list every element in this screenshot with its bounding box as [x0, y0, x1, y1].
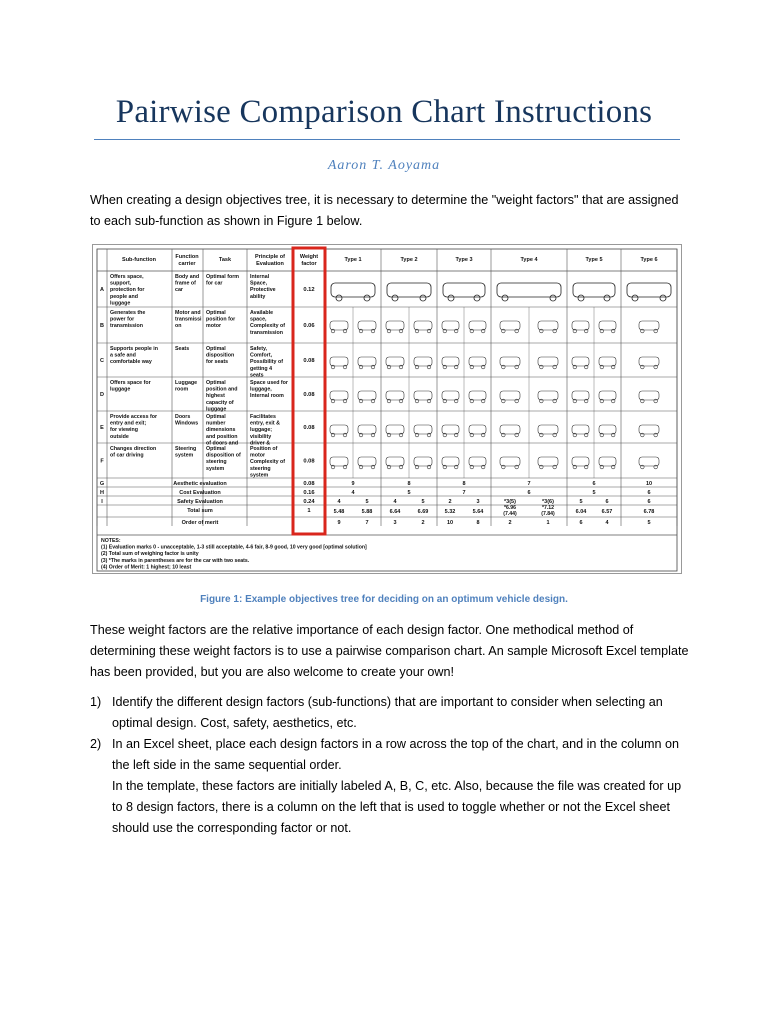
list-item [90, 692, 690, 734]
task-cell: Optimal [206, 446, 226, 452]
evaluation-value: 8 [462, 481, 466, 487]
vehicle-sketch [538, 391, 558, 400]
evaluation-label: Safety Evaluation [177, 499, 223, 505]
principle-cell: Comfort, [250, 352, 273, 359]
order-of-merit-value: 5 [647, 520, 651, 526]
vehicle-sketch [599, 425, 616, 434]
weight-cell: 0.08 [303, 481, 315, 487]
principle-cell: entry, exit & [250, 420, 280, 427]
step-text: In an Excel sheet, place each design factors in a row across the top of the chart, and in the column on the left side in the same sequential order. [112, 737, 680, 772]
principle-cell: steering [250, 465, 271, 472]
column-header: Principle of [255, 254, 285, 260]
order-of-merit-value: 1 [546, 520, 550, 526]
vehicle-sketch [414, 425, 432, 434]
vehicle-sketch [573, 283, 615, 297]
weight-cell: 0.06 [303, 323, 315, 329]
vehicle-sketch [358, 457, 376, 466]
sub-function-cell: a safe and [110, 352, 136, 359]
wheel-sketch [448, 295, 454, 301]
vehicle-sketch [497, 283, 561, 297]
principle-cell: getting 4 [250, 365, 273, 372]
vehicle-sketch [414, 457, 432, 466]
vehicle-sketch [442, 321, 459, 330]
function-carrier-cell: Doors [175, 414, 191, 420]
wheel-sketch [502, 295, 508, 301]
weight-factor-paragraph: These weight factors are the relative importance of each design factor. One methodical method of determining these weight factors is to use a pairwise comparison chart. An sample Microsoft Excel template has been provided, but you are also welcome to create your own! [90, 623, 689, 679]
sub-function-cell: for viewing [110, 427, 138, 434]
wheel-sketch [392, 295, 398, 301]
column-header: Task [218, 257, 232, 263]
sub-function-cell: entry and exit; [110, 420, 147, 427]
vehicle-sketch [469, 457, 486, 466]
row-id: I [101, 499, 103, 505]
function-carrier-cell: Windows [175, 420, 199, 427]
total-sum-value: 6.04 [575, 509, 587, 515]
total-sum-value: (7.84) [541, 511, 555, 517]
vehicle-sketch [500, 321, 520, 330]
evaluation-value: 7 [527, 481, 531, 487]
vehicle-sketch [639, 321, 659, 330]
task-cell: dimensions [206, 427, 236, 434]
task-cell: and position [206, 433, 238, 440]
vehicle-sketch [469, 425, 486, 434]
vehicle-sketch [414, 357, 432, 366]
evaluation-value: 10 [645, 481, 653, 487]
column-header: carrier [178, 261, 196, 267]
vehicle-sketch [386, 357, 404, 366]
order-of-merit-value: 2 [421, 520, 425, 526]
wheel-sketch [420, 295, 426, 301]
row-id: E [100, 425, 104, 431]
total-sum-value: 5.64 [472, 509, 484, 515]
function-carrier-cell: car [175, 287, 183, 294]
principle-cell: luggage, [250, 386, 272, 393]
task-cell: position for [206, 316, 236, 323]
vehicle-sketch [386, 321, 404, 330]
row-id: G [99, 481, 105, 487]
task-cell: Optimal [206, 346, 226, 352]
function-carrier-cell: Luggage [175, 380, 198, 386]
vehicle-sketch [386, 425, 404, 434]
column-header: Sub-function [122, 257, 156, 263]
principle-cell: Internal [250, 274, 270, 280]
row-id: F [100, 458, 104, 465]
function-carrier-cell: Motor and [175, 310, 201, 316]
principle-cell: transmission [250, 329, 283, 336]
task-cell: disposition [206, 352, 235, 359]
evaluation-value: 6 [527, 490, 531, 496]
column-header: Weight [299, 254, 319, 260]
function-carrier-cell: Steering [175, 446, 197, 452]
task-cell: disposition of [206, 452, 241, 459]
note-line: (3) *The marks in parentheses are for the car with two seats. [101, 557, 250, 564]
instruction-steps [90, 692, 690, 839]
sub-function-cell: people and [110, 293, 138, 300]
task-cell: Optimal [206, 414, 226, 420]
weight-cell: 0.08 [303, 458, 315, 465]
vehicle-sketch [639, 457, 659, 466]
total-sum-value: 6.69 [417, 509, 429, 515]
order-of-merit-value: 8 [476, 520, 480, 526]
vehicle-sketch [443, 283, 485, 297]
page-title: Pairwise Comparison Chart Instructions [115, 94, 653, 130]
total-sum-value: *6.96 [503, 505, 517, 511]
total-sum-value: *7.12 [541, 505, 555, 511]
vehicle-sketch [538, 457, 558, 466]
principle-cell: Possibility of [250, 359, 283, 366]
wheel-sketch [474, 295, 480, 301]
task-cell: for car [206, 280, 223, 287]
step-text: Identify the different design factors (sub-functions) that are important to consider when selecting an optimal design. Cost, safety, aesthetics, etc. [112, 695, 663, 730]
weight-cell: 0.24 [303, 499, 315, 505]
wheel-sketch [578, 295, 584, 301]
sub-function-cell: Provide access for [110, 414, 158, 420]
total-sum-label: Total sum [187, 508, 213, 514]
note-line: NOTES: [101, 538, 121, 544]
order-of-merit-value: 2 [508, 520, 512, 526]
weight-cell: 0.08 [303, 392, 315, 398]
step-number: 2) [90, 737, 102, 751]
evaluation-value: 9 [351, 481, 355, 487]
principle-cell: ability [250, 293, 266, 300]
vehicle-sketch [469, 391, 486, 400]
principle-cell: luggage; [250, 427, 273, 434]
vehicle-sketch [599, 457, 616, 466]
vehicle-sketch [386, 457, 404, 466]
vehicle-sketch [358, 357, 376, 366]
vehicle-sketch [572, 457, 589, 466]
evaluation-value: 6 [592, 481, 596, 487]
function-carrier-cell: system [175, 452, 194, 459]
step-extra-text: In the template, these factors are initially labeled A, B, C, etc. Also, because the file was created for up to 8 design factors, there is a column on the left that is used to toggle whether or not the Excel sheet should use the corresponding factor or not. [112, 779, 682, 835]
sub-function-cell: Offers space, [110, 274, 144, 280]
sub-function-cell: luggage [110, 386, 131, 393]
vehicle-sketch [639, 425, 659, 434]
vehicle-sketch [330, 357, 348, 366]
note-line: (2) Total sum of weighing factor is unity [101, 551, 199, 558]
order-of-merit-value: 10 [446, 520, 454, 526]
weight-cell: 0.16 [303, 490, 315, 496]
sub-function-cell: Generates the [110, 310, 146, 316]
function-carrier-cell: transmissi [175, 316, 202, 323]
principle-cell: Facilitates [250, 414, 276, 420]
order-of-merit-value: 6 [579, 520, 583, 526]
sub-function-cell: outside [110, 433, 129, 440]
vehicle-sketch [538, 357, 558, 366]
vehicle-sketch [500, 391, 520, 400]
vehicle-sketch [599, 321, 616, 330]
evaluation-value: *3(6) [542, 499, 554, 505]
principle-cell: Protective [250, 287, 276, 294]
vehicle-sketch [538, 425, 558, 434]
vehicle-sketch [500, 457, 520, 466]
column-header: Type 5 [585, 257, 603, 263]
vehicle-sketch [387, 283, 431, 297]
column-header: Evaluation [256, 261, 284, 267]
task-cell: motor [206, 323, 222, 330]
row-id: C [100, 358, 104, 364]
row-id: A [100, 287, 104, 293]
task-cell: position and [206, 386, 238, 393]
vehicle-sketch [330, 457, 348, 466]
task-cell: number [206, 420, 226, 427]
evaluation-value: 4 [337, 499, 341, 505]
step-number: 1) [90, 695, 102, 709]
vehicle-sketch [469, 357, 486, 366]
principle-cell: Available [250, 310, 274, 316]
total-sum-value: 5.88 [361, 509, 373, 515]
wheel-sketch [336, 295, 342, 301]
principle-cell: Position of [250, 446, 278, 452]
evaluation-value: 2 [448, 499, 452, 505]
task-cell: Optimal [206, 310, 226, 316]
vehicle-sketch [442, 357, 459, 366]
evaluation-value: 6 [647, 499, 651, 505]
objectives-tree-figure [92, 244, 682, 574]
column-header: Type 6 [640, 257, 658, 263]
sub-function-cell: power for [110, 316, 135, 323]
evaluation-label: Cost Evaluation [179, 490, 221, 496]
function-carrier-cell: on [175, 323, 182, 330]
vehicle-sketch [442, 457, 459, 466]
evaluation-value: 5 [407, 490, 411, 496]
row-id: D [100, 392, 104, 398]
row-id: B [100, 323, 104, 329]
evaluation-value: 5 [421, 499, 425, 505]
vehicle-sketch [639, 357, 659, 366]
vehicle-sketch [358, 321, 376, 330]
principle-cell: Internal room [250, 393, 284, 400]
evaluation-value: 3 [476, 499, 480, 505]
sub-function-cell: comfortable way [110, 359, 152, 366]
figure-caption: Figure 1: Example objectives tree for deciding on an optimum vehicle design. [200, 594, 568, 605]
note-line: (1) Evaluation marks 0 - unacceptable, 1-3 still acceptable, 4-6 fair, 8-9 good, 10 very good [optimal solution] [101, 544, 367, 551]
order-of-merit-value: 4 [605, 520, 609, 526]
order-of-merit-label: Order of merit [181, 520, 219, 526]
sub-function-cell: Changes direction [110, 446, 157, 452]
evaluation-value: 5 [365, 499, 369, 505]
evaluation-value: 4 [393, 499, 397, 505]
task-cell: of doors and [206, 440, 239, 447]
total-sum-value: 5.32 [444, 509, 456, 515]
sub-function-cell: Offers space for [110, 380, 151, 386]
wheel-sketch [660, 295, 666, 301]
vehicle-sketch [386, 391, 404, 400]
vehicle-sketch [414, 321, 432, 330]
vehicle-sketch [572, 321, 589, 330]
sub-function-cell: Supports people in [110, 346, 158, 352]
wheel-sketch [550, 295, 556, 301]
task-cell: Optimal form [206, 274, 239, 280]
order-of-merit-value: 9 [337, 520, 341, 526]
weight-cell: 0.12 [303, 287, 315, 293]
function-carrier-cell: room [175, 386, 189, 393]
total-sum-value: 6.78 [643, 509, 655, 515]
vehicle-sketch [599, 391, 616, 400]
sub-function-cell: transmission [110, 323, 143, 330]
weight-cell: 0.08 [303, 425, 315, 431]
column-header: Type 4 [520, 257, 538, 263]
vehicle-sketch [442, 391, 459, 400]
column-header: Type 2 [400, 257, 418, 263]
principle-cell: system [250, 472, 269, 479]
note-line: (4) Order of Merit: 1 highest; 10 least [101, 564, 192, 571]
vehicle-sketch [500, 425, 520, 434]
evaluation-value: 4 [351, 490, 355, 496]
principle-cell: visibility [250, 433, 272, 440]
sub-function-cell: support, [110, 280, 132, 287]
wheel-sketch [604, 295, 610, 301]
vehicle-sketch [639, 391, 659, 400]
wheel-sketch [364, 295, 370, 301]
vehicle-sketch [500, 357, 520, 366]
row-id: H [100, 490, 104, 496]
task-cell: luggage [206, 406, 227, 413]
vehicle-sketch [330, 391, 348, 400]
author-name: Aaron T. Aoyama [327, 158, 441, 173]
title-divider [94, 139, 680, 140]
order-of-merit-value: 7 [365, 520, 369, 526]
column-header: Type 3 [455, 257, 473, 263]
vehicle-sketch [330, 321, 348, 330]
evaluation-value: 7 [462, 490, 466, 496]
vehicle-sketch [627, 283, 671, 297]
evaluation-value: 6 [647, 490, 651, 496]
principle-cell: Safety, [250, 346, 267, 352]
principle-cell: Complexity of [250, 459, 286, 466]
evaluation-label: Aesthetic evaluation [173, 481, 227, 487]
objectives-tree-table [93, 245, 681, 573]
evaluation-value: *3(5) [504, 499, 516, 505]
vehicle-sketch [572, 357, 589, 366]
vehicle-sketch [358, 391, 376, 400]
principle-cell: Complexity of [250, 323, 286, 330]
vehicle-sketch [469, 321, 486, 330]
vehicle-sketch [414, 391, 432, 400]
intro-paragraph: When creating a design objectives tree, it is necessary to determine the "weight factors" that are assigned to each sub-function as shown in Figure 1 below. [90, 193, 679, 228]
task-cell: capacity of [206, 399, 234, 406]
total-sum-value: (7.44) [503, 511, 517, 517]
weight-cell: 1 [307, 508, 311, 514]
vehicle-sketch [572, 391, 589, 400]
column-header: Type 1 [344, 257, 362, 263]
principle-cell: Space used for [250, 380, 288, 386]
vehicle-sketch [572, 425, 589, 434]
vehicle-sketch [599, 357, 616, 366]
sub-function-cell: luggage [110, 300, 131, 307]
total-sum-value: 6.64 [389, 509, 401, 515]
task-cell: highest [206, 393, 225, 400]
principle-cell: motor [250, 452, 266, 459]
column-header: factor [301, 261, 317, 267]
vehicle-sketch [330, 425, 348, 434]
column-header: Function [175, 254, 199, 260]
task-cell: Optimal [206, 380, 226, 386]
task-cell: for seats [206, 359, 229, 366]
evaluation-value: 8 [407, 481, 411, 487]
list-item [90, 734, 690, 839]
weight-cell: 0.08 [303, 358, 315, 364]
evaluation-value: 6 [605, 499, 609, 505]
principle-cell: seats [250, 372, 264, 379]
total-sum-value: 6.57 [601, 509, 613, 515]
task-cell: steering [206, 459, 227, 466]
sub-function-cell: of car driving [110, 452, 144, 459]
sub-function-cell: protection for [110, 287, 145, 294]
order-of-merit-value: 3 [393, 520, 397, 526]
wheel-sketch [632, 295, 638, 301]
function-carrier-cell: Seats [175, 346, 190, 352]
principle-cell: driver & [250, 440, 271, 447]
vehicle-sketch [358, 425, 376, 434]
evaluation-value: 5 [592, 490, 596, 496]
vehicle-sketch [442, 425, 459, 434]
function-carrier-cell: Body and [175, 274, 200, 280]
principle-cell: space, [250, 316, 267, 323]
evaluation-value: 5 [579, 499, 583, 505]
function-carrier-cell: frame of [175, 280, 196, 287]
vehicle-sketch [331, 283, 375, 297]
principle-cell: Space, [250, 280, 268, 287]
task-cell: system [206, 465, 225, 472]
total-sum-value: 5.48 [333, 509, 345, 515]
vehicle-sketch [538, 321, 558, 330]
